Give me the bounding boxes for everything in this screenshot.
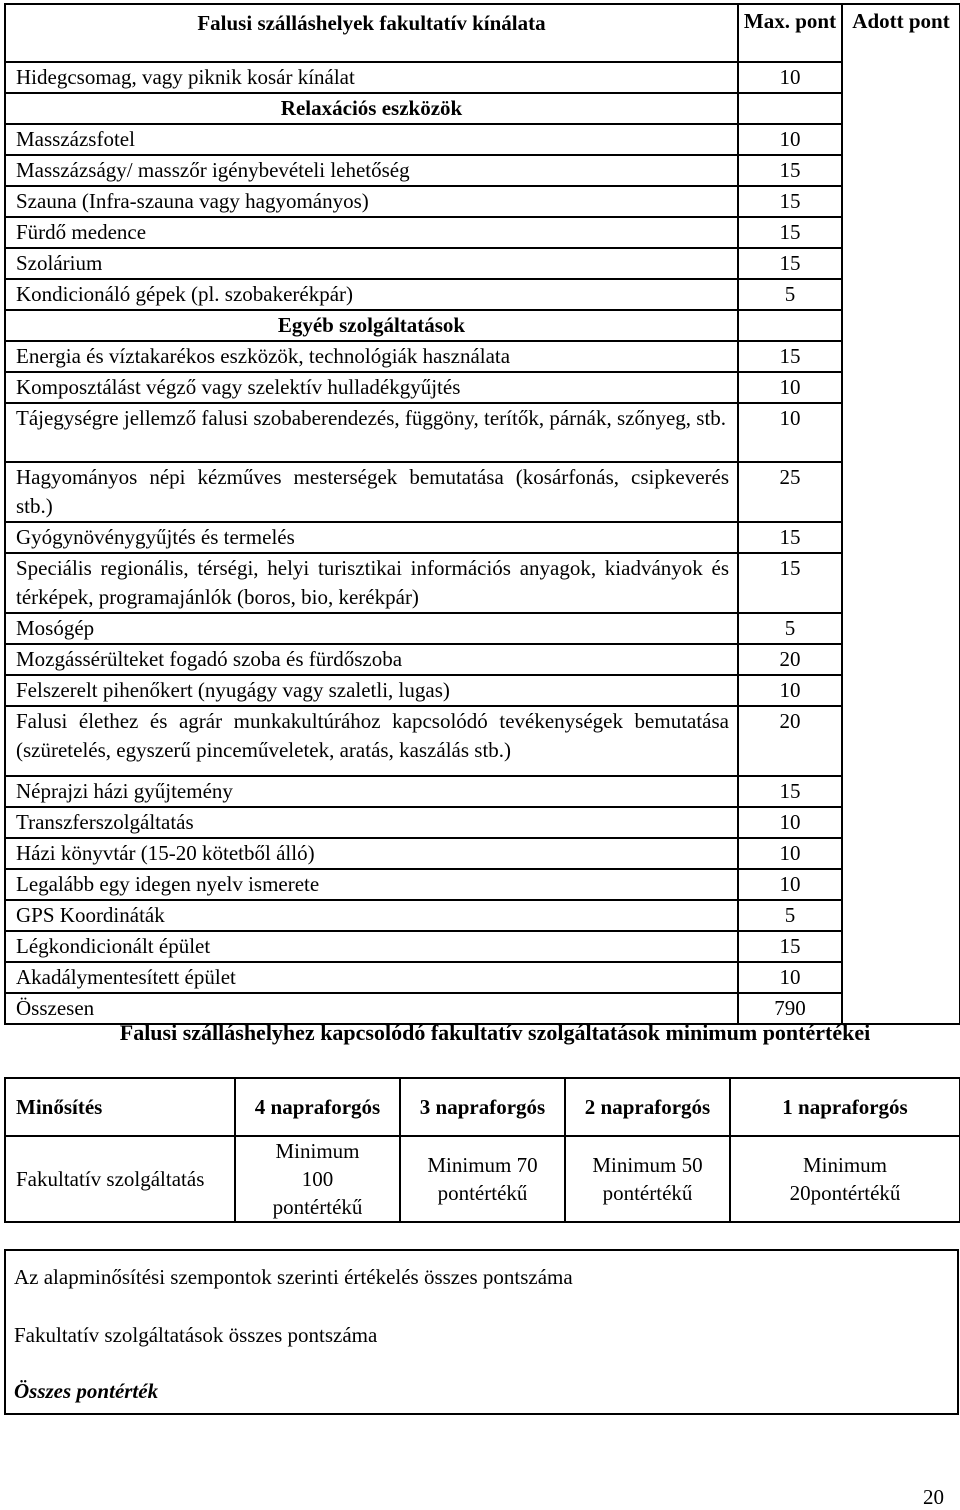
points-cell: 10 bbox=[738, 675, 842, 706]
points-cell: 10 bbox=[738, 807, 842, 838]
item-label: Összesen bbox=[5, 993, 738, 1024]
points-cell: 15 bbox=[738, 248, 842, 279]
col-max-pont: Max. pont bbox=[738, 4, 842, 62]
level-name-2: 2 napraforgós bbox=[565, 1078, 730, 1136]
table-row bbox=[5, 403, 960, 462]
points-cell: 10 bbox=[738, 62, 842, 93]
total-fakultativ: Fakultatív szolgáltatások összes pontszáma bbox=[14, 1323, 378, 1347]
item-label: GPS Koordináták bbox=[5, 900, 738, 931]
fakultativ-table bbox=[4, 3, 960, 1025]
rating-row-minosites bbox=[5, 1078, 960, 1136]
item-label: Felszerelt pihenőkert (nyugágy vagy szaletli, lugas) bbox=[5, 675, 738, 706]
item-label: Akadálymentesített épület bbox=[5, 962, 738, 993]
level-name-1: 1 napraforgós bbox=[730, 1078, 960, 1136]
table-row bbox=[5, 341, 960, 372]
table-row bbox=[5, 279, 960, 310]
rating-label-minosites: Minősítés bbox=[5, 1078, 235, 1136]
points-cell: 10 bbox=[738, 124, 842, 155]
item-label: Masszázságy/ masszőr igénybevételi lehetőség bbox=[5, 155, 738, 186]
page-number: 20 bbox=[923, 1485, 944, 1509]
table-row bbox=[5, 776, 960, 807]
table-row bbox=[5, 706, 960, 776]
table-row bbox=[5, 62, 960, 93]
item-label: Szauna (Infra-szauna vagy hagyományos) bbox=[5, 186, 738, 217]
table-title: Falusi szálláshelyek fakultatív kínálata bbox=[5, 4, 738, 62]
points-cell: 5 bbox=[738, 900, 842, 931]
table-row bbox=[5, 372, 960, 403]
points-cell: 20 bbox=[738, 644, 842, 675]
item-label: Speciális regionális, térségi, helyi turisztikai információs anyagok, kiadványok és térképek, programajánlók (boros, bio, kerékpár) bbox=[5, 553, 738, 613]
col-adott-pont: Adott pont bbox=[842, 4, 960, 1024]
rating-table bbox=[4, 1077, 960, 1223]
section-subtitle: Falusi szálláshelyhez kapcsolódó fakultatív szolgáltatások minimum pontértékei bbox=[119, 1020, 871, 1045]
item-label: Hidegcsomag, vagy piknik kosár kínálat bbox=[5, 62, 738, 93]
table-row bbox=[5, 522, 960, 553]
total-osszes: Összes pontérték bbox=[14, 1379, 159, 1403]
rating-label-fakultativ: Fakultatív szolgáltatás bbox=[5, 1136, 235, 1222]
points-cell: 10 bbox=[738, 838, 842, 869]
item-label: Mozgássérülteket fogadó szoba és fürdőszoba bbox=[5, 644, 738, 675]
table-row bbox=[5, 675, 960, 706]
item-label: Szolárium bbox=[5, 248, 738, 279]
points-cell: 15 bbox=[738, 776, 842, 807]
table-row bbox=[5, 124, 960, 155]
table-row bbox=[5, 838, 960, 869]
section-row bbox=[5, 310, 960, 341]
points-cell: 5 bbox=[738, 613, 842, 644]
table-row bbox=[5, 248, 960, 279]
item-label: Néprajzi házi gyűjtemény bbox=[5, 776, 738, 807]
level-name-4: 4 napraforgós bbox=[235, 1078, 400, 1136]
points-cell: 15 bbox=[738, 931, 842, 962]
item-label: Masszázsfotel bbox=[5, 124, 738, 155]
item-label: Falusi élethez és agrár munkakultúrához kapcsolódó tevékenységek bemutatása (szüretelés, egyszerű pinceműveletek, aratás, kaszálás stb.) bbox=[5, 706, 738, 776]
table-row bbox=[5, 644, 960, 675]
points-cell: 5 bbox=[738, 279, 842, 310]
table-row bbox=[5, 217, 960, 248]
total-alapminosites: Az alapminősítési szempontok szerinti értékelés összes pontszáma bbox=[14, 1265, 573, 1289]
item-label: Fürdő medence bbox=[5, 217, 738, 248]
item-label: Légkondicionált épület bbox=[5, 931, 738, 962]
points-cell: 15 bbox=[738, 553, 842, 613]
table-row bbox=[5, 186, 960, 217]
item-label: Energia és víztakarékos eszközök, technológiák használata bbox=[5, 341, 738, 372]
table-row bbox=[5, 869, 960, 900]
points-cell: 15 bbox=[738, 341, 842, 372]
points-cell: 15 bbox=[738, 155, 842, 186]
item-label: Tájegységre jellemző falusi szobaberendezés, függöny, terítők, párnák, szőnyeg, stb. bbox=[5, 403, 738, 462]
points-cell bbox=[738, 310, 842, 341]
points-cell: 10 bbox=[738, 372, 842, 403]
level-min-1: Minimum 20pontértékű bbox=[730, 1136, 960, 1222]
points-cell: 10 bbox=[738, 962, 842, 993]
table-row bbox=[5, 553, 960, 613]
level-min-2: Minimum 50 pontértékű bbox=[565, 1136, 730, 1222]
item-label: Kondicionáló gépek (pl. szobakerékpár) bbox=[5, 279, 738, 310]
table-row bbox=[5, 462, 960, 522]
points-cell: 15 bbox=[738, 186, 842, 217]
item-label: Hagyományos népi kézműves mesterségek bemutatása (kosárfonás, csipkeverés stb.) bbox=[5, 462, 738, 522]
level-min-4: Minimum 100 pontértékű bbox=[235, 1136, 400, 1222]
table-row bbox=[5, 900, 960, 931]
points-cell: 10 bbox=[738, 403, 842, 462]
item-label: Transzferszolgáltatás bbox=[5, 807, 738, 838]
item-label: Legalább egy idegen nyelv ismerete bbox=[5, 869, 738, 900]
totals-box bbox=[4, 1249, 959, 1415]
table-row bbox=[5, 807, 960, 838]
section-row bbox=[5, 93, 960, 124]
item-label: Komposztálást végző vagy szelektív hulladékgyűjtés bbox=[5, 372, 738, 403]
points-cell: 25 bbox=[738, 462, 842, 522]
rating-row-fakultativ bbox=[5, 1136, 960, 1222]
table-header-row bbox=[5, 4, 960, 62]
item-label: Házi könyvtár (15-20 kötetből álló) bbox=[5, 838, 738, 869]
table-row bbox=[5, 931, 960, 962]
points-cell: 790 bbox=[738, 993, 842, 1024]
table-row bbox=[5, 613, 960, 644]
item-label: Gyógynövénygyűjtés és termelés bbox=[5, 522, 738, 553]
section-heading: Egyéb szolgáltatások bbox=[5, 310, 738, 341]
table-row bbox=[5, 155, 960, 186]
section-heading: Relaxációs eszközök bbox=[5, 93, 738, 124]
points-cell bbox=[738, 93, 842, 124]
points-cell: 15 bbox=[738, 522, 842, 553]
item-label: Mosógép bbox=[5, 613, 738, 644]
level-name-3: 3 napraforgós bbox=[400, 1078, 565, 1136]
level-min-3: Minimum 70 pontértékű bbox=[400, 1136, 565, 1222]
table-row bbox=[5, 962, 960, 993]
points-cell: 20 bbox=[738, 706, 842, 776]
points-cell: 15 bbox=[738, 217, 842, 248]
points-cell: 10 bbox=[738, 869, 842, 900]
